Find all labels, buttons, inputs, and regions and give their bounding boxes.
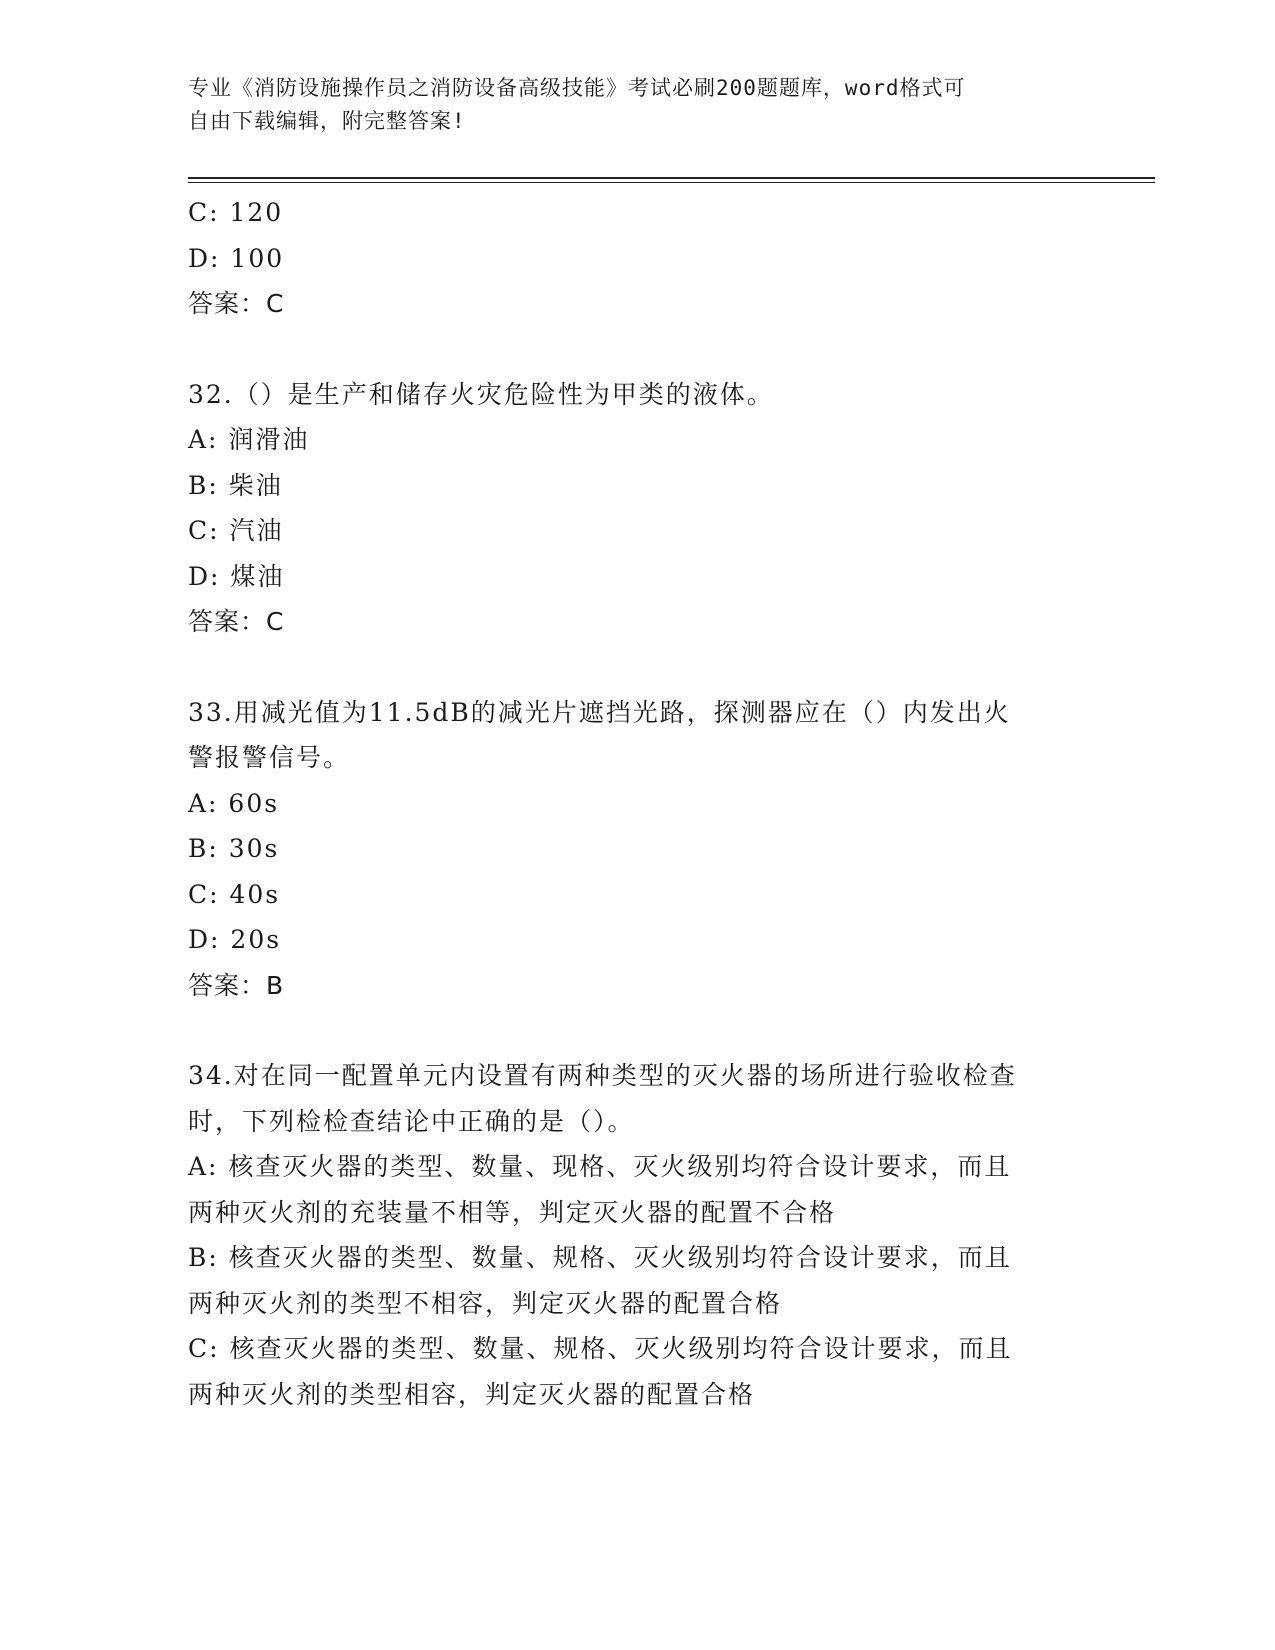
answer: 答案：C [188,607,285,636]
option-c: C: 120 [188,198,284,227]
header-title-line-1: 专业《消防设施操作员之消防设备高级技能》考试必刷200题题库，word格式可 [188,76,966,100]
question-31-tail [188,190,1088,327]
question-stem: 32.（）是生产和储存火灾危险性为甲类的液体。 [188,379,774,409]
option-c-line-2: 两种灭火剂的类型相容，判定灭火器的配置合格 [188,1379,756,1409]
question-stem-line-1: 34.对在同一配置单元内设置有两种类型的灭火器的场所进行验收检查 [188,1061,1017,1090]
option-c: C: 40s [188,879,281,909]
document-body [188,190,1088,1417]
question-stem-line-2: 警报警信号。 [188,743,351,772]
question-34 [188,1053,1088,1417]
spacer [188,327,1088,372]
answer: 答案：B [188,970,285,1000]
answer: 答案：C [188,289,285,318]
option-b: B: 柴油 [188,470,283,500]
option-a-line-1: A: 核查灭火器的类型、数量、现格、灭火级别均符合设计要求，而且 [188,1152,1012,1181]
header-divider-thin [188,182,1155,183]
option-d: D: 100 [188,243,285,273]
spacer [188,1008,1088,1053]
spacer [188,645,1088,690]
question-stem-line-2: 时，下列检检查结论中正确的是（）。 [188,1106,635,1136]
document-header [188,72,1078,138]
option-b: B: 30s [188,834,280,863]
option-b-line-2: 两种灭火剂的类型不相容，判定灭火器的配置合格 [188,1288,783,1318]
question-33 [188,690,1088,1009]
option-d: D: 煤油 [188,561,285,591]
question-32 [188,372,1088,645]
option-a: A: 60s [188,788,280,818]
option-a: A: 润滑油 [188,425,310,454]
option-c: C: 汽油 [188,516,284,545]
header-divider-thick [188,177,1155,179]
header-title-line-2: 自由下载编辑，附完整答案! [188,109,466,133]
option-b-line-1: B: 核查灭火器的类型、数量、规格、灭火级别均符合设计要求，而且 [188,1243,1012,1272]
question-stem-line-1: 33.用减光值为11.5dB的减光片遮挡光路，探测器应在（）内发出火 [188,697,1011,727]
option-c-line-1: C: 核查灭火器的类型、数量、规格、灭火级别均符合设计要求，而且 [188,1334,1013,1363]
option-a-line-2: 两种灭火剂的充装量不相等，判定灭火器的配置不合格 [188,1197,837,1227]
option-d: D: 20s [188,925,282,954]
